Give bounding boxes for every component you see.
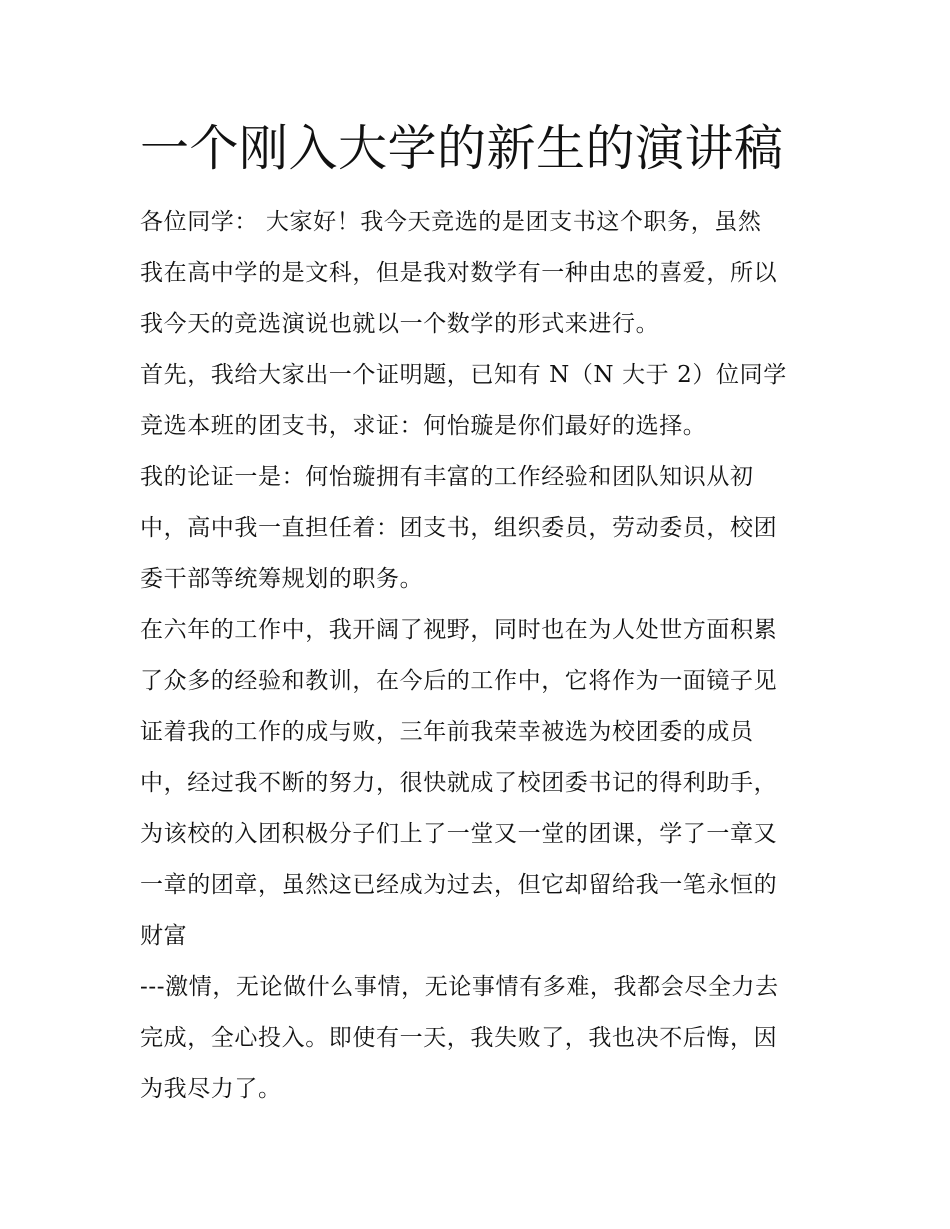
text-line-9: 在六年的工作中，我开阔了视野，同时也在为人处世方面积累 [140, 617, 778, 643]
text-line-16: ---激情，无论做什么事情，无论事情有多难，我都会尽全力去 [140, 974, 779, 1000]
text-line-11: 证着我的工作的成与败，三年前我荣幸被选为校团委的成员 [140, 719, 754, 745]
page-title: 一个刚入大学的新生的演讲稿 [140, 120, 784, 177]
text-line-3: 我今天的竞选演说也就以一个数学的形式来进行。 [140, 311, 660, 337]
text-line-14: 一章的团章，虽然这已经成为过去，但它却留给我一笔永恒的 [140, 872, 778, 898]
text-line-1: 各位同学： 大家好！我今天竞选的是团支书这个职务，虽然 [140, 209, 762, 235]
text-line-8: 委干部等统筹规划的职务。 [140, 566, 424, 592]
body-text [140, 197, 812, 1115]
text-line-2: 我在高中学的是文科，但是我对数学有一种由忠的喜爱，所以 [140, 260, 778, 286]
text-line-17: 完成，全心投入。即使有一天，我失败了，我也决不后悔，因 [140, 1025, 778, 1051]
text-line-6: 我的论证一是：何怡璇拥有丰富的工作经验和团队知识从初 [140, 464, 754, 490]
text-line-18: 为我尽力了。 [140, 1076, 282, 1102]
text-line-7: 中，高中我一直担任着：团支书，组织委员，劳动委员，校团 [140, 515, 778, 541]
text-line-15: 财富 [140, 923, 188, 949]
text-line-5: 竞选本班的团支书，求证：何怡璇是你们最好的选择。 [140, 413, 707, 439]
text-line-13: 为该校的入团积极分子们上了一堂又一堂的团课，学了一章又 [140, 821, 778, 847]
text-line-10: 了众多的经验和教训，在今后的工作中，它将作为一面镜子见 [140, 668, 778, 694]
text-line-12: 中，经过我不断的努力，很快就成了校团委书记的得利助手， [140, 770, 778, 796]
text-line-4: 首先，我给大家出一个证明题，已知有 N（N 大于 2）位同学 [140, 362, 787, 388]
